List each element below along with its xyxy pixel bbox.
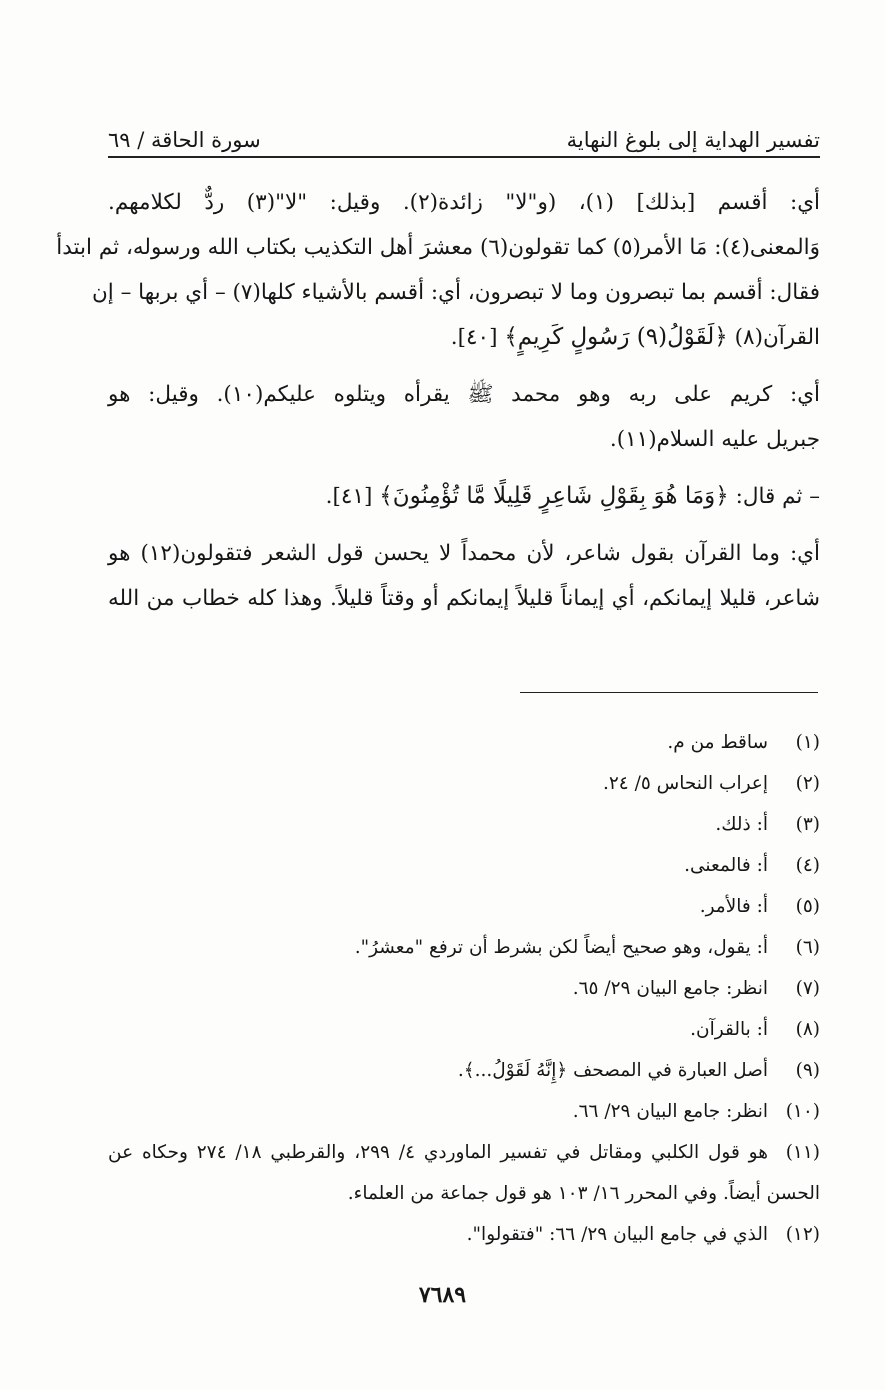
main-text [56,180,821,621]
footnote-number: (١) [795,732,820,753]
footnote-10 [108,1091,820,1132]
text-line [108,315,820,360]
footnote-number: (٦) [795,937,820,958]
text-line: فقال: أقسم بما تبصرون وما لا تبصرون، أي: أقسم بالأشياء كلها(٧) – أي بربها – إن [92,280,820,305]
footnote-9 [108,1050,820,1091]
footnote-text: الذي في جامع البيان ٢٩/ ٦٦: "فتقولوا". [466,1224,768,1245]
footnote-7 [108,968,820,1009]
footnote-text: ساقط من م. [667,732,768,753]
text-line: جبريل عليه السلام(١١). [609,427,820,452]
text-segment: القرآن(٨) [727,325,820,350]
quran-verse: ﴿وَمَا هُوَ بِقَوْلِ شَاعِرٍ قَلِيلًا مَّا تُؤْمِنُونَ﴾ [379,483,729,509]
verse-number: [٤١]. [325,484,380,509]
verse-number: [٤٠]. [450,325,505,350]
footnote-8 [108,1009,820,1050]
footnote-number: (٥) [795,896,820,917]
footnote-text: أ: يقول، وهو صحيح أيضاً لكن بشرط أن ترفع "معشرُ". [354,937,768,958]
book-title: تفسير الهداية إلى بلوغ النهاية [566,128,820,152]
footnote-1 [108,722,820,763]
footnote-6 [108,927,820,968]
footnote-number: (٧) [795,978,820,999]
paragraph-4 [108,531,820,621]
paragraph-3 [108,474,820,519]
surah-page-label: سورة الحاقة / ٦٩ [108,128,261,152]
footnote-text: أ: بالقرآن. [690,1019,768,1040]
footnote-text: أ: فالمعنى. [684,855,768,876]
footnote-text: هو قول الكلبي ومقاتل في تفسير الماوردي ٤/ ٢٩٩، والقرطبي ١٨/ ٢٧٤ وحكاه عن [108,1142,768,1163]
footnote-number: (١١) [785,1142,820,1163]
footnotes [108,722,820,1255]
text-line: أي: وما القرآن بقول شاعر، لأن محمداً لا يحسن قول الشعر فتقولون(١٢) هو [108,541,820,566]
text-line: أي: كريم على ربه وهو محمد ﷺ يقرأه ويتلوه عليكم(١٠). وقيل: هو [108,382,821,407]
text-segment: – ثم قال: [728,484,820,509]
footnote-2 [108,763,820,804]
text-line: وَالمعنى(٤): مَا الأمر(٥) كما تقولون(٦) معشرَ أهل التكذيب بكتاب الله ورسوله، ثم ابتدأ [56,235,820,260]
running-header [108,112,820,152]
footnote-number: (١٠) [785,1101,820,1122]
footnote-3 [108,804,820,845]
footnote-text: الحسن أيضاً. وفي المحرر ١٦/ ١٠٣ هو قول جماعة من العلماء. [347,1183,820,1204]
footnote-text: انظر: جامع البيان ٢٩/ ٦٥. [572,978,768,999]
page-number: ٧٦٨٩ [418,1282,467,1308]
footnote-number: (٨) [795,1019,820,1040]
text-line [108,474,820,519]
footnote-number: (٩) [795,1060,820,1081]
footnote-5 [108,886,820,927]
footnote-11 [108,1132,820,1214]
footnote-text: أصل العبارة في المصحف ﴿إِنَّهُ لَقَوْلُ...﴾. [457,1060,768,1081]
paragraph-1 [56,180,820,360]
footnote-12 [108,1214,820,1255]
footnote-text: إعراب النحاس ٥/ ٢٤. [602,773,768,794]
footnote-4 [108,845,820,886]
footnote-text: أ: فالأمر. [699,896,768,917]
header-rule [108,156,820,158]
footnote-number: (٢) [795,773,820,794]
quran-verse: ﴿لَقَوْلُ(٩) رَسُولٍ كَرِيمٍ﴾ [504,324,728,350]
text-line: أي: أقسم [بذلك] (١)، (و"لا" زائدة(٢). وقيل: "لا"(٣) ردٌّ لكلامهم. [108,190,820,215]
footnote-text: انظر: جامع البيان ٢٩/ ٦٦. [572,1101,768,1122]
footnote-text: أ: ذلك. [715,814,768,835]
paragraph-2 [108,372,820,462]
text-line: شاعر، قليلا إيمانكم، أي إيماناً قليلاً إيمانكم أو وقتاً قليلاً. وهذا كله خطاب من الله [108,586,820,611]
footnote-rule [520,692,818,693]
footnote-number: (٣) [795,814,820,835]
footnote-number: (٤) [795,855,820,876]
footnote-number: (١٢) [785,1224,820,1245]
